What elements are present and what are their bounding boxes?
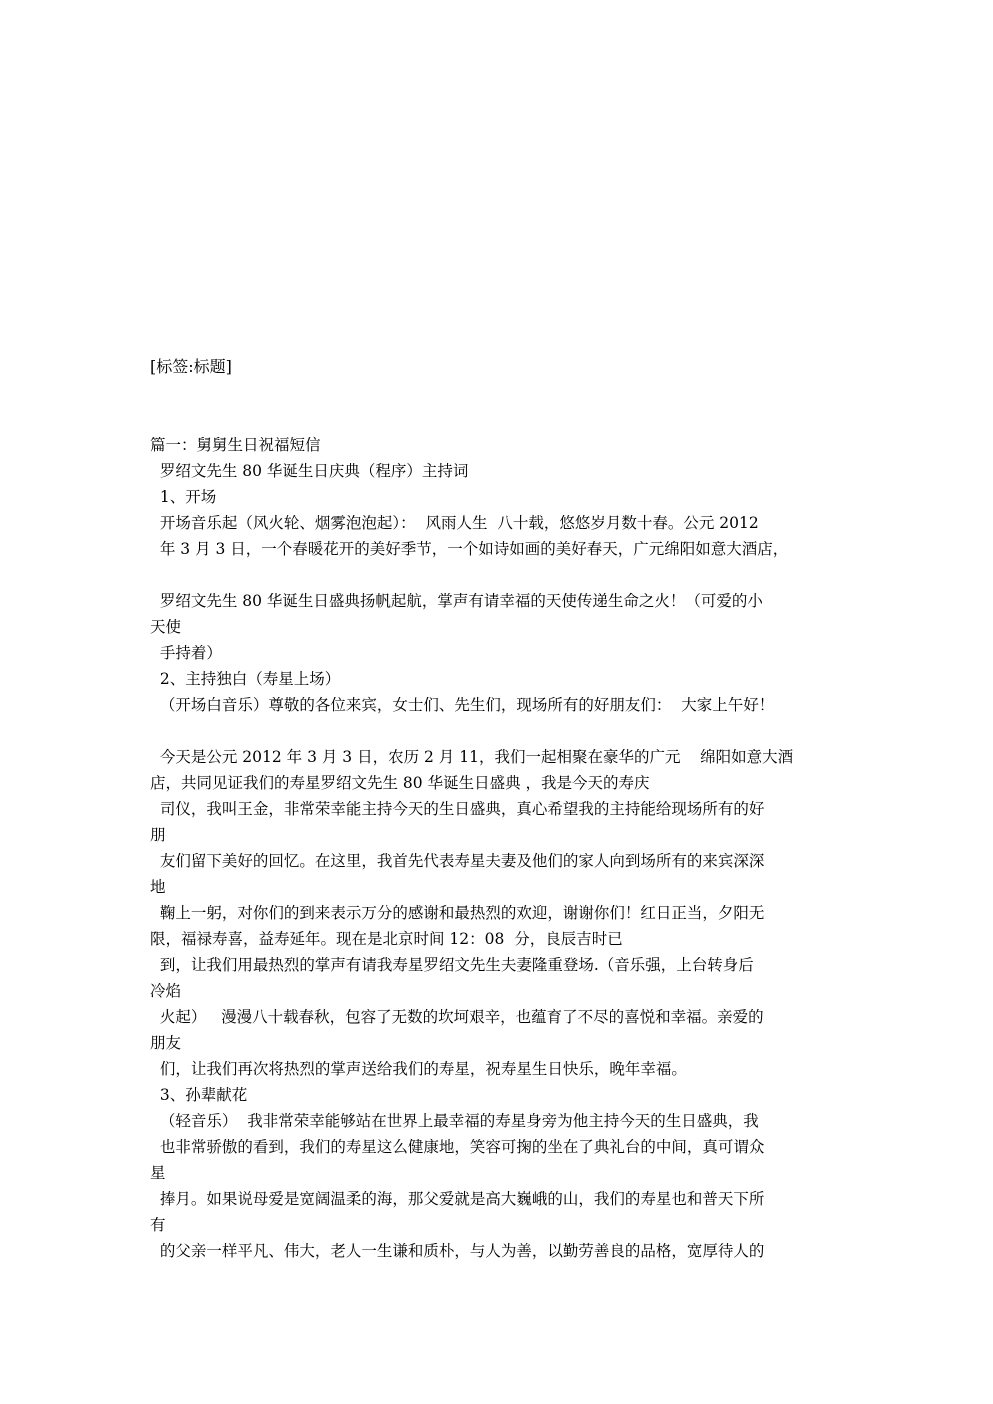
text-line: 们，让我们再次将热烈的掌声送给我们的寿星，祝寿星生日快乐，晚年幸福。 — [150, 1060, 687, 1078]
text-line: 罗绍文先生 80 华诞生日庆典（程序）主持词 — [150, 462, 469, 480]
text-line: （开场白音乐）尊敬的各位来宾，女士们、先生们，现场所有的好朋友们： 大家上午好！ — [150, 696, 775, 714]
text-line: 店，共同见证我们的寿星罗绍文先生 80 华诞生日盛典 ，我是今天的寿庆 — [150, 774, 650, 792]
text-line: 朋 — [150, 826, 166, 844]
text-line: 友们留下美好的回忆。在这里，我首先代表寿星夫妻及他们的家人向到场所有的来宾深深 — [150, 852, 765, 870]
text-line: 限，福禄寿喜，益寿延年。现在是北京时间 12：08 分，良辰吉时已 — [150, 930, 623, 948]
text-line: 到，让我们用最热烈的掌声有请我寿星罗绍文先生夫妻隆重登场.（音乐强，上台转身后 — [150, 956, 754, 974]
text-line: 年 3 月 3 日，一个春暖花开的美好季节，一个如诗如画的美好春天，广元绵阳如意大酒店， — [150, 540, 789, 558]
text-line: 开场音乐起（风火轮、烟雾泡泡起）： 风雨人生 八十载，悠悠岁月数十春。公元 2012 — [150, 514, 759, 532]
text-line: 3、孙辈献花 — [150, 1086, 248, 1104]
text-line: 地 — [150, 878, 166, 896]
tag-label: [标签:标题] — [150, 357, 232, 376]
document-body — [150, 432, 850, 1264]
blank-line — [150, 718, 850, 744]
text-line: 也非常骄傲的看到，我们的寿星这么健康地，笑容可掬的坐在了典礼台的中间，真可谓众 — [150, 1138, 765, 1156]
text-line: 司仪，我叫王金，非常荣幸能主持今天的生日盛典，真心希望我的主持能给现场所有的好 — [150, 800, 765, 818]
text-line: 火起） 漫漫八十载春秋，包容了无数的坎坷艰辛，也蕴育了不尽的喜悦和幸福。亲爱的 — [150, 1008, 764, 1026]
text-line: 2、主持独白（寿星上场） — [150, 670, 341, 688]
text-line: 的父亲一样平凡、伟大，老人一生谦和质朴，与人为善，以勤劳善良的品格，宽厚待人的 — [150, 1242, 765, 1260]
blank-line — [150, 562, 850, 588]
text-line: 罗绍文先生 80 华诞生日盛典扬帆起航，掌声有请幸福的天使传递生命之火！（可爱的小 — [150, 592, 763, 610]
text-line: 今天是公元 2012 年 3 月 3 日，农历 2 月 11，我们一起相聚在豪华的广元 绵阳如意大酒 — [150, 748, 794, 766]
text-line: 鞠上一躬，对你们的到来表示万分的感谢和最热烈的欢迎，谢谢你们！红日正当，夕阳无 — [150, 904, 765, 922]
text-line: （轻音乐） 我非常荣幸能够站在世界上最幸福的寿星身旁为他主持今天的生日盛典，我 — [150, 1112, 759, 1130]
text-line: 捧月。如果说母爱是宽阔温柔的海，那父爱就是高大巍峨的山，我们的寿星也和普天下所 — [150, 1190, 765, 1208]
text-line: 天使 — [150, 618, 182, 636]
text-line: 朋友 — [150, 1034, 182, 1052]
text-line: 1、开场 — [150, 488, 217, 506]
text-line: 篇一：舅舅生日祝福短信 — [150, 436, 321, 454]
text-line: 手持着） — [150, 644, 222, 662]
text-line: 冷焰 — [150, 982, 182, 1000]
text-line: 有 — [150, 1216, 166, 1234]
text-line: 星 — [150, 1164, 166, 1182]
